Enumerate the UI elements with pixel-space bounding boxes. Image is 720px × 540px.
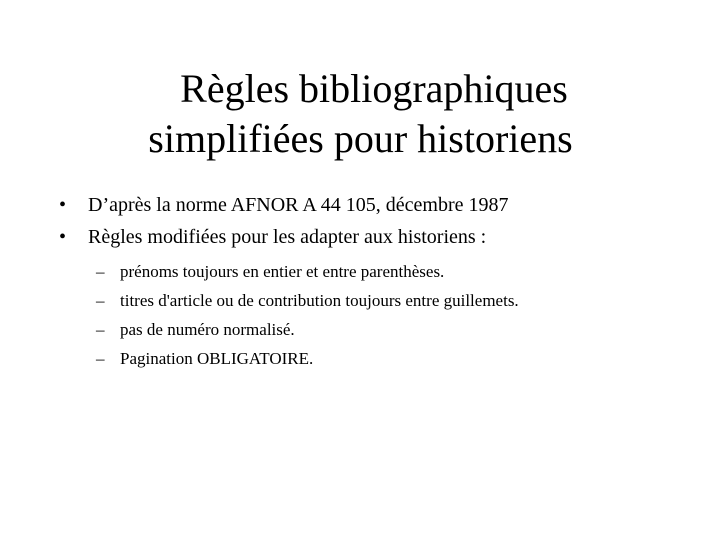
bullet-text: Règles modifiées pour les adapter aux historiens :	[88, 226, 487, 248]
sub-bullet-text: Pagination OBLIGATOIRE.	[120, 349, 314, 368]
sub-bullet-item	[0, 257, 720, 286]
bullet-marker: •	[59, 226, 67, 248]
sub-bullet-item	[0, 344, 720, 373]
sub-bullet-marker: –	[96, 320, 105, 339]
sub-bullet-text: titres d'article ou de contribution toujours entre guillemets.	[120, 291, 519, 310]
sub-bullet-marker: –	[96, 349, 105, 368]
sub-bullet-text: prénoms toujours en entier et entre parenthèses.	[120, 262, 445, 281]
title-line-2: simplifiées pour historiens	[148, 116, 573, 161]
sub-bullet-item	[0, 286, 720, 315]
bullet-list	[0, 189, 720, 253]
sub-bullet-text: pas de numéro normalisé.	[120, 320, 295, 339]
bullet-marker: •	[59, 194, 67, 216]
sub-bullet-marker: –	[96, 262, 105, 281]
bullet-item	[0, 189, 720, 221]
sub-bullet-marker: –	[96, 291, 105, 310]
sub-bullet-list	[0, 257, 720, 373]
slide-title	[0, 64, 720, 164]
title-line-1: Règles bibliographiques	[180, 66, 568, 111]
bullet-item	[0, 221, 720, 253]
bullet-text: D’après la norme AFNOR A 44 105, décembre 1987	[88, 194, 509, 216]
sub-bullet-item	[0, 315, 720, 344]
